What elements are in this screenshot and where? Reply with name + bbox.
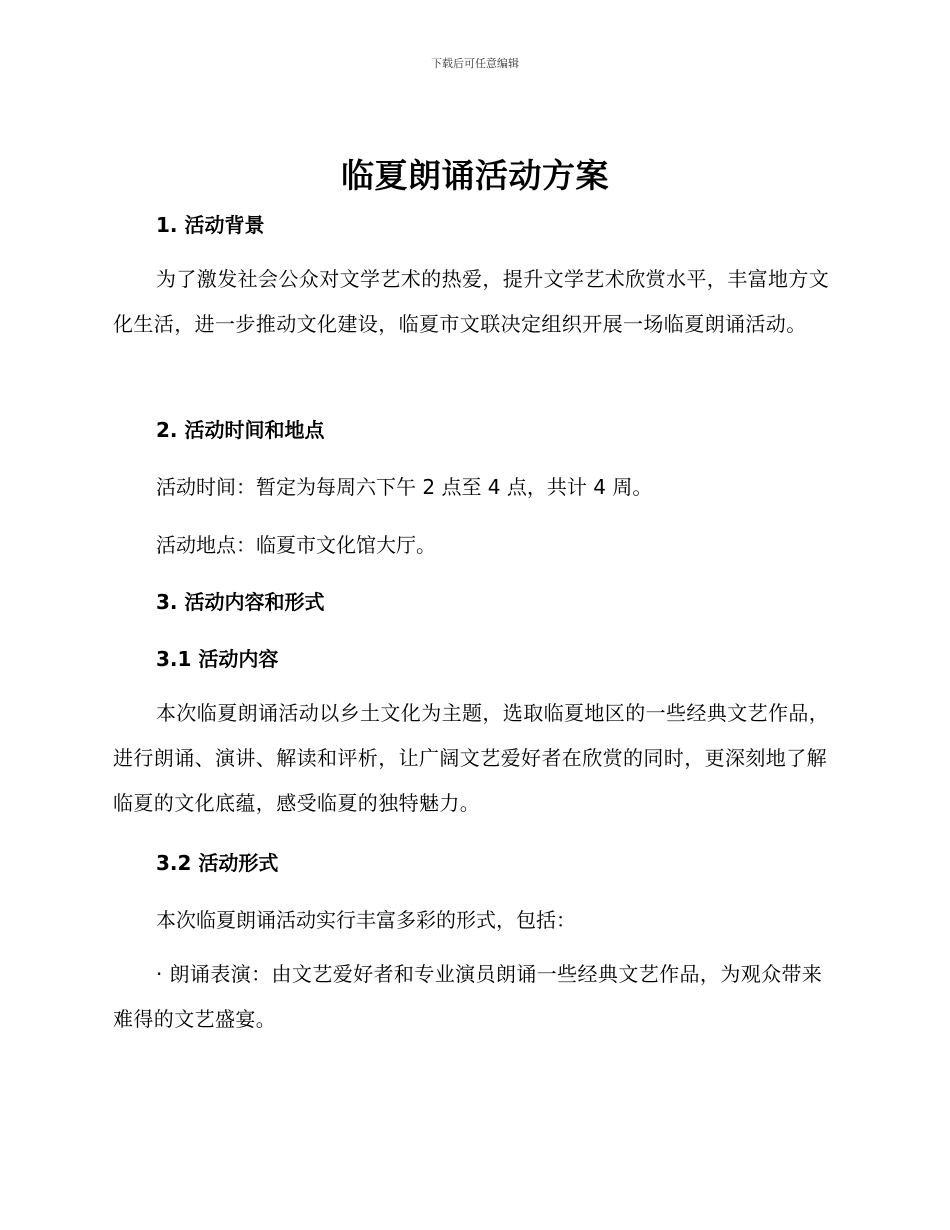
- activity-place-line: 活动地点：临夏市文化馆大厅。: [156, 533, 436, 557]
- paragraph-background: 为了激发社会公众对文学艺术的热爱，提升文学艺术欣赏水平，丰富地方文化生活，进一步推动文化建设，临夏市文联决定组织开展一场临夏朗诵活动。: [113, 267, 830, 336]
- subsection-heading-content: 3.1 活动内容: [156, 647, 279, 671]
- paragraph-content: 本次临夏朗诵活动以乡土文化为主题，选取临夏地区的一些经典文艺作品，进行朗诵、演讲、解读和评析，让广阔文艺爱好者在欣赏的同时，更深刻地了解临夏的文化底蕴，感受临夏的独特魅力。: [113, 701, 830, 815]
- header-note: 下载后可任意编辑: [431, 57, 519, 70]
- subsection-heading-form: 3.2 活动形式: [156, 851, 279, 875]
- section-heading-background: 1. 活动背景: [156, 213, 265, 237]
- form-intro-line: 本次临夏朗诵活动实行丰富多彩的形式，包括：: [156, 908, 576, 932]
- section-heading-content-form: 3. 活动内容和形式: [156, 590, 325, 614]
- activity-time-line: 活动时间：暂定为每周六下午 2 点至 4 点，共计 4 周。: [156, 475, 653, 499]
- section-heading-time-place: 2. 活动时间和地点: [156, 418, 325, 442]
- document-title: 临夏朗诵活动方案: [341, 156, 609, 195]
- bullet-recitation-performance: · 朗诵表演：由文艺爱好者和专业演员朗诵一些经典文艺作品，为观众带来难得的文艺盛宴。: [113, 962, 823, 1031]
